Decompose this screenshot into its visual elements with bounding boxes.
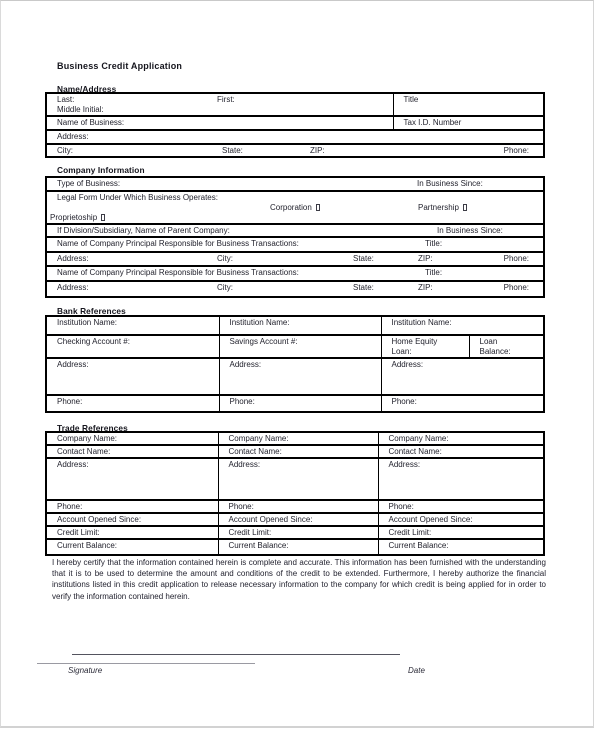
trade-address-cell: Address:	[46, 458, 218, 500]
loan-balance-label-line2: Balance:	[479, 347, 511, 356]
credit-limit-cell: Credit Limit:	[378, 526, 544, 539]
legal-form-cell	[46, 191, 544, 224]
principal-cell	[46, 266, 544, 281]
name-address-table	[45, 92, 545, 158]
current-balance-cell: Current Balance:	[218, 539, 378, 555]
bank-address-cell: Address:	[219, 358, 381, 395]
signature-label: Signature	[68, 666, 103, 675]
partnership-checkbox[interactable]	[463, 204, 467, 211]
table-row	[46, 177, 544, 191]
principal-address-cell	[46, 281, 544, 297]
in-business-since-label: In Business Since:	[417, 179, 483, 188]
type-of-business-cell	[46, 177, 544, 191]
table-row	[46, 144, 544, 157]
table-row	[46, 130, 544, 144]
phone-label: Phone:	[503, 254, 529, 263]
corporation-checkbox[interactable]	[316, 204, 320, 211]
tax-id-cell: Tax I.D. Number	[393, 116, 544, 130]
table-row	[46, 237, 544, 252]
table-row	[46, 445, 544, 458]
partnership-option	[418, 203, 467, 213]
table-row	[46, 500, 544, 513]
table-row	[46, 93, 544, 116]
table-row	[46, 395, 544, 412]
name-cell	[46, 93, 393, 116]
institution-name-cell: Institution Name:	[219, 316, 381, 335]
home-equity-loan-cell	[381, 335, 469, 358]
table-row	[46, 252, 544, 266]
home-equity-label-line1: Home Equity	[391, 337, 438, 346]
credit-limit-cell: Credit Limit:	[218, 526, 378, 539]
institution-name-cell: Institution Name:	[46, 316, 219, 335]
state-label: State:	[353, 254, 374, 263]
date-label: Date	[408, 666, 425, 675]
business-name-cell: Name of Business:	[46, 116, 393, 130]
section-heading-trade-references: Trade References	[57, 423, 128, 433]
title-label: Title:	[425, 239, 443, 248]
division-label: If Division/Subsidiary, Name of Parent Company:	[57, 226, 230, 235]
bank-address-cell: Address:	[381, 358, 544, 395]
trade-phone-cell: Phone:	[46, 500, 218, 513]
type-of-business-label: Type of Business:	[57, 179, 121, 188]
checking-account-cell: Checking Account #:	[46, 335, 219, 358]
proprietorship-label: Proprietoship	[50, 213, 98, 222]
company-name-cell: Company Name:	[218, 432, 378, 445]
first-label: First:	[217, 95, 235, 104]
phone-label: Phone:	[503, 146, 529, 155]
table-row	[46, 335, 544, 358]
home-equity-label-line2: Loan:	[391, 347, 412, 356]
state-label: State:	[353, 283, 374, 292]
table-row	[46, 281, 544, 297]
table-row	[46, 358, 544, 395]
phone-label: Phone:	[503, 283, 529, 292]
table-row	[46, 539, 544, 555]
corporation-label: Corporation	[270, 203, 312, 212]
table-row	[46, 458, 544, 500]
bank-phone-cell: Phone:	[219, 395, 381, 412]
zip-label: ZIP:	[418, 283, 433, 292]
company-name-cell: Company Name:	[46, 432, 218, 445]
table-row	[46, 526, 544, 539]
last-label: Last:	[57, 95, 75, 104]
trade-phone-cell: Phone:	[378, 500, 544, 513]
current-balance-cell: Current Balance:	[46, 539, 218, 555]
principal-label: Name of Company Principal Responsible for Business Transactions:	[57, 239, 299, 248]
proprietorship-checkbox[interactable]	[101, 214, 105, 221]
account-opened-cell: Account Opened Since:	[378, 513, 544, 526]
legal-form-label: Legal Form Under Which Business Operates:	[57, 193, 218, 202]
title-label: Title:	[425, 268, 443, 277]
division-cell	[46, 224, 544, 237]
savings-account-cell: Savings Account #:	[219, 335, 381, 358]
company-name-cell: Company Name:	[378, 432, 544, 445]
principal-label: Name of Company Principal Responsible for Business Transactions:	[57, 268, 299, 277]
address-cell: Address:	[46, 130, 544, 144]
trade-address-cell: Address:	[378, 458, 544, 500]
trade-references-table	[45, 431, 545, 556]
table-row	[46, 224, 544, 237]
city-label: City:	[217, 283, 233, 292]
corporation-option	[270, 203, 320, 213]
table-row	[46, 513, 544, 526]
table-row	[46, 191, 544, 224]
table-row	[46, 116, 544, 130]
account-opened-cell: Account Opened Since:	[218, 513, 378, 526]
address-label: Address:	[57, 254, 89, 263]
table-row	[46, 266, 544, 281]
section-heading-company-information: Company Information	[57, 165, 145, 175]
city-label: City:	[217, 254, 233, 263]
city-state-zip-phone-cell	[46, 144, 544, 157]
institution-name-cell: Institution Name:	[381, 316, 544, 335]
bank-phone-cell: Phone:	[46, 395, 219, 412]
current-balance-cell: Current Balance:	[378, 539, 544, 555]
city-label: City:	[57, 146, 73, 155]
bank-phone-cell: Phone:	[381, 395, 544, 412]
trade-address-cell: Address:	[218, 458, 378, 500]
proprietorship-option	[50, 213, 539, 223]
loan-balance-cell	[469, 335, 544, 358]
section-heading-name-address: Name/Address	[57, 84, 117, 94]
zip-label: ZIP:	[418, 254, 433, 263]
partnership-label: Partnership	[418, 203, 459, 212]
company-information-table	[45, 176, 545, 298]
zip-label: ZIP:	[310, 146, 325, 155]
address-label: Address:	[57, 283, 89, 292]
credit-limit-cell: Credit Limit:	[46, 526, 218, 539]
account-opened-cell: Account Opened Since:	[46, 513, 218, 526]
in-business-since-label: In Business Since:	[437, 226, 503, 235]
table-row	[46, 316, 544, 335]
bank-address-cell: Address:	[46, 358, 219, 395]
contact-name-cell: Contact Name:	[218, 445, 378, 458]
section-heading-bank-references: Bank References	[57, 306, 126, 316]
principal-address-cell	[46, 252, 544, 266]
signature-line-secondary	[37, 663, 255, 664]
state-label: State:	[222, 146, 243, 155]
contact-name-cell: Contact Name:	[378, 445, 544, 458]
signature-line	[72, 654, 400, 655]
table-row	[46, 432, 544, 445]
certification-paragraph: I hereby certify that the information contained herein is complete and accurate. This information has been furnished with the understanding that it is to be used to determine the amount and conditions of the credit to be extended. Furthermore, I hereby authorize the financial institutions listed in this credit application to release necessary information to the company for which credit is being applied for in order to verify the information contained herein.	[52, 558, 546, 601]
contact-name-cell: Contact Name:	[46, 445, 218, 458]
title-cell: Title	[393, 93, 544, 116]
middle-initial-label: Middle Initial:	[57, 105, 104, 114]
loan-balance-label-line1: Loan	[479, 337, 498, 346]
principal-cell	[46, 237, 544, 252]
trade-phone-cell: Phone:	[218, 500, 378, 513]
bank-references-table	[45, 315, 545, 413]
page-title: Business Credit Application	[57, 61, 183, 71]
